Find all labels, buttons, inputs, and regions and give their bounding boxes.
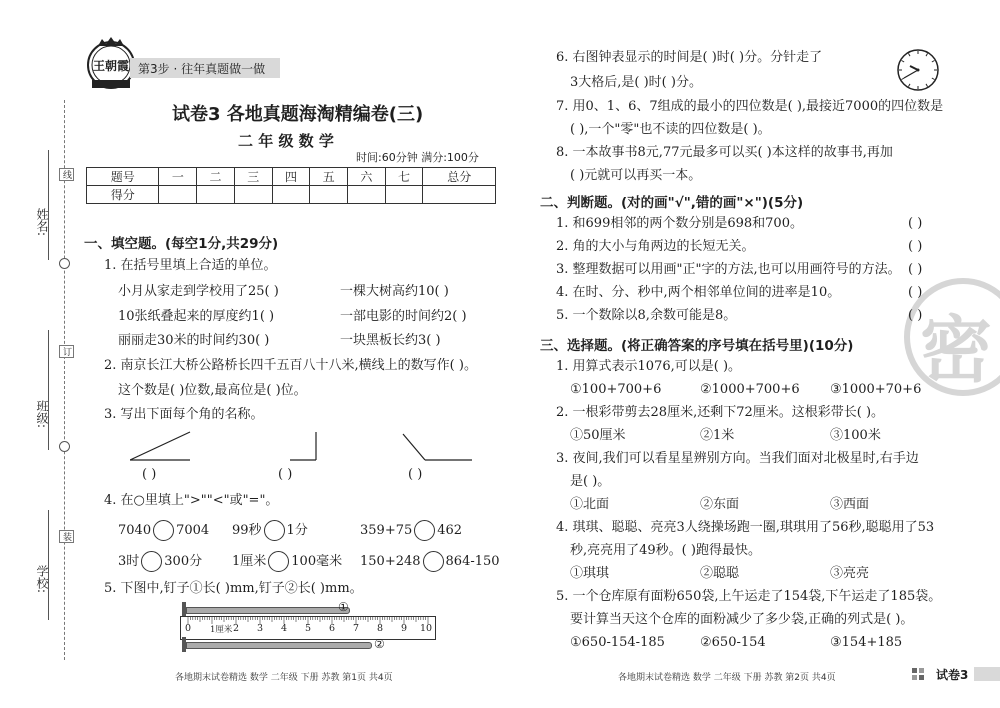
compare-circle[interactable] (141, 551, 162, 572)
score-header-cell: 总分 (423, 168, 496, 186)
compare-right: 1分 (286, 523, 308, 538)
school-underline (48, 510, 49, 620)
score-header-cell: 一 (159, 168, 197, 186)
ruler-label: 6 (329, 623, 336, 634)
angle-figures (130, 430, 480, 466)
name-label: 姓名: (35, 208, 49, 237)
compare-item (118, 551, 202, 572)
judge-item: 3. 整理数据可以用画"正"字的方法,也可以用画符号的方法。 (556, 262, 901, 277)
compare-circle[interactable] (414, 520, 435, 541)
time-info: 时间:60分钟 满分:100分 (356, 151, 479, 164)
s1-q1-item: 10张纸叠起来的厚度约1( ) (118, 309, 275, 324)
binding-hole-icon (59, 258, 70, 269)
compare-circle[interactable] (268, 551, 289, 572)
right-angle-icon (290, 432, 316, 460)
compare-right: 864-150 (445, 554, 500, 569)
ruler-label: 1厘米 (210, 625, 233, 635)
ruler-label: 8 (377, 623, 384, 634)
binding-dashed-line (64, 100, 65, 660)
option[interactable]: ①650-154-185 (570, 635, 665, 650)
s3-q1-stem: 1. 用算式表示1076,可以是( )。 (556, 359, 742, 374)
s1-q3-stem: 3. 写出下面每个角的名称。 (104, 407, 264, 422)
option[interactable]: ③亮亮 (830, 566, 870, 581)
logo-text: 王朝霞 (92, 59, 129, 73)
ruler-label: 10 (420, 623, 433, 634)
option[interactable]: ②1米 (700, 428, 735, 443)
score-cell[interactable] (197, 186, 235, 204)
footer-left: 各地期末试卷精选 数学 二年级 下册 苏教 第1页 共4页 (175, 673, 393, 683)
s1-q7-line2: ( ),一个"零"也不读的四位数是( )。 (570, 122, 771, 137)
s3-q5-line2: 要计算当天这个仓库的面粉减少了多少袋,正确的列式是( )。 (570, 612, 914, 627)
judge-item: 4. 在时、分、秒中,两个相邻单位间的进率是10。 (556, 285, 841, 300)
option[interactable]: ③1000+70+6 (830, 382, 922, 397)
compare-left: 150+248 (360, 554, 421, 569)
score-cell[interactable] (234, 186, 272, 204)
score-header-cell: 四 (272, 168, 310, 186)
score-cell[interactable] (272, 186, 310, 204)
s3-q3-line1: 3. 夜间,我们可以看星星辨别方向。当我们面对北极星时,右手边 (556, 451, 919, 466)
s1-q8-line1: 8. 一本故事书8元,77元最多可以买( )本这样的故事书,再加 (556, 145, 893, 160)
score-cell[interactable] (348, 186, 386, 204)
score-header-cell: 七 (385, 168, 423, 186)
score-table-header-row (87, 168, 496, 186)
s1-q1-stem: 1. 在括号里填上合适的单位。 (104, 258, 277, 273)
compare-right: 100毫米 (291, 554, 343, 569)
watermark-text: 密 (920, 308, 993, 392)
score-header-cell: 二 (197, 168, 235, 186)
score-header-cell: 题号 (87, 168, 159, 186)
score-table (86, 167, 496, 204)
page-subtitle: 二 年 级 数 学 (238, 132, 334, 150)
s3-q3-line2: 是( )。 (570, 474, 611, 489)
s1-q1-item: 丽丽走30米的时间约30( ) (118, 333, 270, 348)
binding-line-marker: 线 (59, 168, 74, 181)
page-title: 试卷3 各地真题海淘精编卷(三) (172, 104, 424, 125)
section1-heading: 一、填空题。(每空1分,共29分) (84, 236, 279, 252)
ruler-label: 0 (185, 623, 192, 634)
compare-left: 1厘米 (232, 554, 267, 569)
ruler-label: 3 (257, 623, 264, 634)
s1-q1-item: 一块黑板长约3( ) (340, 333, 441, 348)
name-underline (48, 150, 49, 260)
nail-2-label: ② (374, 637, 385, 651)
compare-left: 3时 (118, 554, 140, 569)
compare-circle[interactable] (423, 551, 444, 572)
compare-right: 300分 (164, 554, 203, 569)
judge-blank[interactable]: ( ) (908, 216, 923, 231)
footer-dots-icon (912, 668, 934, 680)
score-table-row (87, 186, 496, 204)
judge-blank[interactable]: ( ) (908, 239, 923, 254)
ruler-figure (180, 602, 442, 652)
ruler-label: 5 (305, 623, 312, 634)
option[interactable]: ②东面 (700, 497, 740, 512)
compare-circle[interactable] (264, 520, 285, 541)
compare-item (232, 551, 342, 572)
step-label: 第3步 · 往年真题做一做 (138, 62, 266, 76)
clock-icon (896, 48, 940, 92)
binding-order-marker: 订 (59, 345, 74, 358)
option[interactable]: ①琪琪 (570, 566, 610, 581)
option[interactable]: ①100+700+6 (570, 382, 662, 397)
s1-q3-blank[interactable]: ( ) (278, 467, 293, 482)
s3-q5-line1: 5. 一个仓库原有面粉650袋,上午运走了154袋,下午运走了185袋。 (556, 589, 942, 604)
score-header-cell: 五 (310, 168, 348, 186)
option[interactable]: ③154+185 (830, 635, 903, 650)
nail-2-icon (186, 642, 372, 649)
class-underline (48, 330, 49, 450)
compare-left: 99秒 (232, 523, 262, 538)
school-label: 学校: (35, 565, 49, 594)
s1-q1-item: 小月从家走到学校用了25( ) (118, 284, 279, 299)
s1-q2-line1: 2. 南京长江大桥公路桥长四千五百八十八米,横线上的数写作( )。 (104, 358, 477, 373)
compare-right: 7004 (176, 523, 210, 538)
option[interactable]: ①50厘米 (570, 428, 626, 443)
compare-item (360, 520, 462, 541)
ruler-label: 2 (233, 623, 240, 634)
score-cell[interactable] (423, 186, 496, 204)
judge-blank[interactable]: ( ) (908, 262, 923, 277)
ruler-label: 7 (353, 623, 360, 634)
footer-tag: 试卷3 (936, 668, 969, 682)
score-cell[interactable] (159, 186, 197, 204)
option[interactable]: ①北面 (570, 497, 610, 512)
s3-q4-line2: 秒,亮亮用了49秒。( )跑得最快。 (570, 543, 761, 558)
s3-q2-stem: 2. 一根彩带剪去28厘米,还剩下72厘米。这根彩带长( )。 (556, 405, 885, 420)
s1-q6-line2: 3大格后,是( )时( )分。 (570, 75, 702, 90)
compare-item (360, 551, 500, 572)
score-cell[interactable] (385, 186, 423, 204)
s1-q3-blank[interactable]: ( ) (408, 467, 423, 482)
s1-q1-item: 一部电影的时间约2( ) (340, 309, 467, 324)
judge-item: 2. 角的大小与角两边的长短无关。 (556, 239, 755, 254)
judge-blank[interactable]: ( ) (908, 285, 923, 300)
score-row-label: 得分 (87, 186, 159, 204)
option[interactable]: ②1000+700+6 (700, 382, 800, 397)
score-cell[interactable] (310, 186, 348, 204)
s1-q2-line2: 这个数是( )位数,最高位是( )位。 (118, 383, 307, 398)
s1-q8-line2: ( )元就可以再买一本。 (570, 168, 702, 183)
class-label: 班级: (35, 400, 49, 429)
step-bar (130, 58, 280, 78)
s1-q7-line1: 7. 用0、1、6、7组成的最小的四位数是( ),最接近7000的四位数是 (556, 99, 944, 114)
section3-heading: 三、选择题。(将正确答案的序号填在括号里)(10分) (540, 338, 854, 354)
judge-blank[interactable]: ( ) (908, 308, 923, 323)
s1-q1-item: 一棵大树高约10( ) (340, 284, 449, 299)
s1-q6-line1: 6. 右图钟表显示的时间是( )时( )分。分针走了 (556, 50, 823, 65)
score-header-cell: 三 (234, 168, 272, 186)
obtuse-angle-icon (403, 434, 472, 460)
compare-circle[interactable] (153, 520, 174, 541)
compare-left: 359+75 (360, 523, 413, 538)
option[interactable]: ③西面 (830, 497, 870, 512)
s1-q5-stem: 5. 下图中,钉子①长( )mm,钉子②长( )mm。 (104, 581, 363, 596)
binding-seal-marker: 装 (59, 530, 74, 543)
footer-tag-bar (974, 667, 1000, 681)
compare-item (232, 520, 308, 541)
nail-1-head-icon (182, 602, 186, 617)
acute-angle-icon (130, 432, 190, 460)
judge-item: 5. 一个数除以8,余数可能是8。 (556, 308, 737, 323)
nail-1-label: ① (338, 600, 349, 614)
s1-q3-blank[interactable]: ( ) (142, 467, 157, 482)
option[interactable]: ②聪聪 (700, 566, 740, 581)
nail-1-icon (186, 607, 350, 614)
binding-hole-icon (59, 441, 70, 452)
compare-item (118, 520, 209, 541)
s3-q4-line1: 4. 琪琪、聪聪、亮亮3人绕操场跑一圈,琪琪用了56秒,聪聪用了53 (556, 520, 935, 535)
option[interactable]: ③100米 (830, 428, 881, 443)
s1-q4-stem: 4. 在○里填上">""<"或"="。 (104, 493, 279, 508)
footer-right: 各地期末试卷精选 数学 二年级 下册 苏教 第2页 共4页 (618, 673, 836, 683)
judge-item: 1. 和699相邻的两个数分别是698和700。 (556, 216, 803, 231)
compare-right: 462 (437, 523, 463, 538)
compare-left: 7040 (118, 523, 152, 538)
score-header-cell: 六 (348, 168, 386, 186)
section2-heading: 二、判断题。(对的画"√",错的画"×")(5分) (540, 195, 804, 211)
ruler-label: 4 (281, 623, 288, 634)
option[interactable]: ②650-154 (700, 635, 766, 650)
binding-margin (0, 0, 80, 708)
nail-2-head-icon (182, 637, 186, 652)
ruler-label: 9 (401, 623, 408, 634)
